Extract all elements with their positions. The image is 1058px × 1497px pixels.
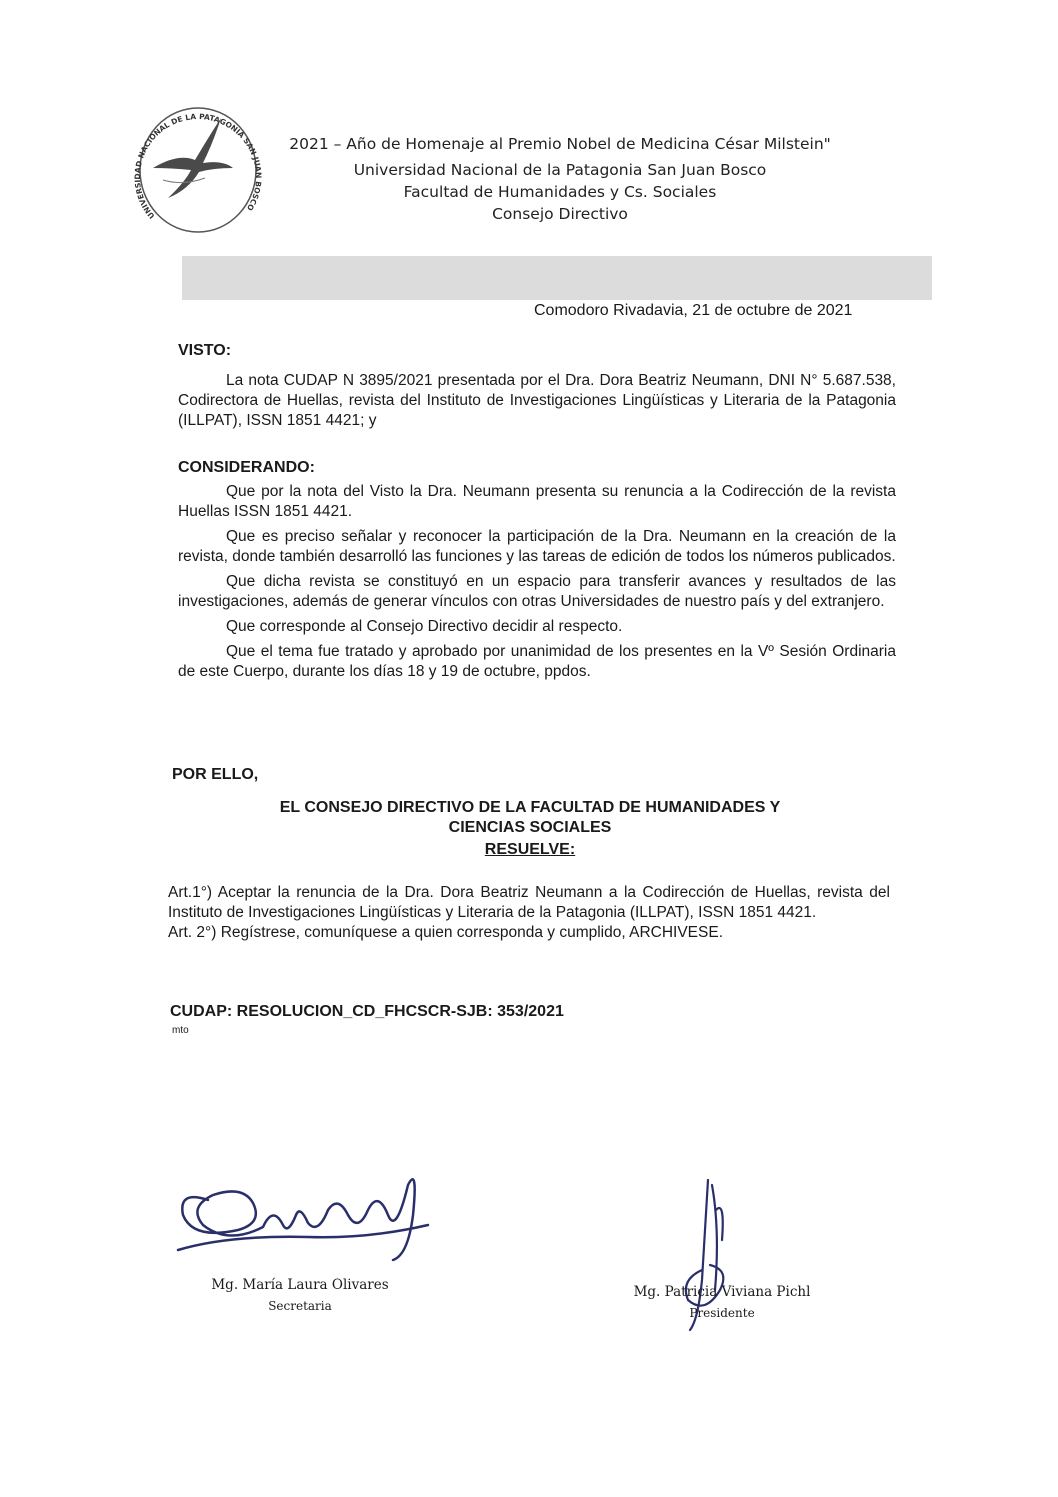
considerando-paragraph: Que corresponde al Consejo Directivo decidir al respecto. [226,618,623,635]
resuelve-heading [170,840,890,860]
considerando-paragraph: Que por la nota del Visto la Dra. Neumann presenta su renuncia a la Codirección de la revista Huellas ISSN 1851 4421. [178,483,896,520]
resuelve-label: RESUELVE: [484,841,576,858]
visto-text: La nota CUDAP N 3895/2021 presentada por el Dra. Dora Beatriz Neumann, DNI N° 5.687.538, Codirectora de Huellas, revista del Instituto de Investigaciones Lingüísticas y Literaria de la Patagonia (ILLPAT), ISSN 1851 4421; y [178,372,896,429]
header-council: Consejo Directivo [492,205,628,223]
signer-left-name: Mg. María Laura Olivares [211,1277,389,1293]
header-commemoration: 2021 – Año de Homenaje al Premio Nobel de Medicina César Milstein" [289,135,831,153]
considerando-paragraph: Que el tema fue tratado y aprobado por unanimidad de los presentes en la Vº Sesión Ordinaria de este Cuerpo, durante los días 18 y 19 de octubre, ppdos. [178,643,896,680]
council-title-line1: EL CONSEJO DIRECTIVO DE LA FACULTAD DE HUMANIDADES Y [279,799,781,816]
signer-right-role: Presidente [689,1306,755,1320]
considerando-section [178,458,896,687]
considerando-paragraph: Que dicha revista se constituyó en un espacio para transferir avances y resultados de las investigaciones, además de generar vínculos con otras Universidades de nuestro país y del extranjero. [178,573,896,610]
redacted-band [182,256,932,300]
council-title-line2: CIENCIAS SOCIALES [448,819,612,836]
header-university: Universidad Nacional de la Patagonia San Juan Bosco [353,161,767,179]
document-date: Comodoro Rivadavia, 21 de octubre de 2021 [534,302,853,319]
seal-arc-text: UNIVERSIDAD NACIONAL DE LA PATAGONIA SAN JUAN BOSCO [133,112,263,221]
visto-heading: VISTO: [178,342,232,359]
article-2: Art. 2°) Regístrese, comuníquese a quien corresponda y cumplido, ARCHIVESE. [168,924,723,941]
signer-left-role: Secretaria [268,1299,332,1313]
header-faculty: Facultad de Humanidades y Cs. Sociales [403,183,717,201]
considerando-paragraph: Que es preciso señalar y reconocer la participación de la Dra. Neumann en la creación de la revista, donde también desarrolló las funciones y las tareas de edición de todos los números publicados. [178,528,896,565]
signature-olivares-icon [168,1155,438,1265]
typist-initials: mto [172,1025,189,1036]
considerando-heading: CONSIDERANDO: [178,459,315,476]
articles-section [168,883,890,943]
cudap-reference: CUDAP: RESOLUCION_CD_FHCSCR-SJB: 353/2021 [170,1003,564,1020]
visto-section [178,341,896,436]
signer-right-name: Mg. Patricia Viviana Pichl [633,1284,811,1300]
university-seal-icon [133,98,263,238]
article-1: Art.1°) Aceptar la renuncia de la Dra. Dora Beatriz Neumann a la Codirección de Huellas, revista del Instituto de Investigaciones Lingüísticas y Literaria de la Patagonia (ILLPAT), ISSN 1851 4421. [168,884,890,921]
por-ello: POR ELLO, [172,766,259,783]
